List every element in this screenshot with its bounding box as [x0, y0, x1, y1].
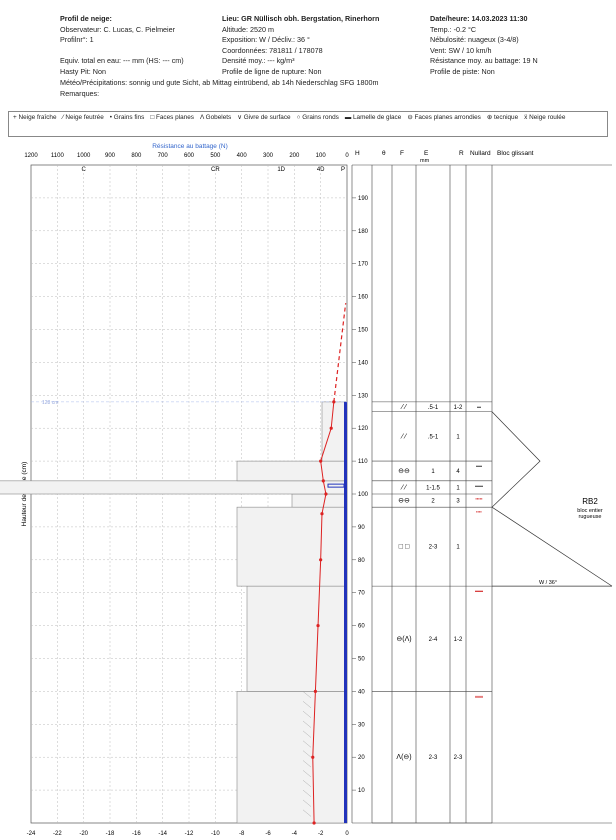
hardness-letter: C — [81, 167, 86, 173]
h-tick-label: 30 — [358, 722, 365, 729]
h-tick-label: 110 — [358, 459, 368, 466]
ram-profile-block — [247, 586, 347, 691]
hardness-letter: 4D — [316, 167, 325, 173]
hardness-letter: CR — [210, 167, 220, 173]
fracture-profile: Profile de ligne de rupture: Non — [222, 66, 322, 76]
layer-grain-shape: ⁄ ⁄ — [401, 403, 407, 411]
ram-profile-block — [237, 507, 347, 586]
hasty-pit: Hasty Pit: Non — [60, 66, 106, 76]
layer-grain-shape: ⁄ ⁄ — [401, 433, 407, 441]
bottom-tick-label: -10 — [210, 831, 220, 837]
legend-item: ○ Grains ronds — [296, 114, 339, 121]
layer-stability-marks: ▴▴▴ — [475, 463, 483, 469]
layer-stability-marks: ▴▴▴▴ — [474, 482, 484, 488]
bottom-tick-label: -14 — [158, 831, 168, 837]
legend-item: ∨ Givre de surface — [237, 114, 291, 121]
temperature-point — [316, 624, 319, 627]
legend-item: • Grains fins — [109, 114, 145, 121]
hs-bar — [344, 402, 347, 823]
bottom-tick-label: -24 — [26, 831, 36, 837]
ram-profile-block — [292, 494, 347, 507]
ram-profile-block — [237, 691, 347, 823]
hardness-letter: 1D — [277, 167, 286, 173]
hardness-letter: P — [341, 167, 346, 173]
snow-profile-chart — [0, 140, 616, 840]
bottom-tick-label: -4 — [291, 831, 298, 837]
ram-resistance: Résistance moy. au battage: 19 N — [430, 56, 538, 66]
hs-marker: 128 cm — [42, 399, 59, 406]
legend-item: ẍ Neige roulée — [524, 114, 566, 121]
water-equivalent: Equiv. total en eau: --- mm (HS: --- cm) — [60, 56, 184, 66]
bottom-tick-label: -18 — [105, 831, 115, 837]
h-tick-label: 50 — [358, 656, 365, 663]
legend-item: + Neige fraîche — [13, 114, 57, 121]
legend-item: ▬ Lamelle de glace — [344, 114, 402, 121]
layer-grain-shape: □ □ — [398, 543, 410, 551]
air-temperature-line — [334, 303, 346, 402]
density: Densité moy.: --- kg/m³ — [222, 56, 295, 66]
temperature-point — [319, 460, 322, 463]
h-tick-label: 90 — [358, 524, 365, 531]
layer-grain-size: 1-1.5 — [426, 485, 440, 492]
column-header: Nullard — [470, 150, 491, 157]
layer-grain-size: 2-4 — [428, 636, 438, 643]
h-tick-label: 80 — [358, 557, 365, 564]
h-tick-label: 170 — [358, 261, 369, 268]
layer-grain-size: 2 — [431, 498, 435, 505]
rb-title: RB2 — [582, 496, 598, 506]
legend-item: □ Faces planes — [150, 114, 194, 121]
grain-legend — [8, 111, 608, 137]
altitude: Altitude: 2520 m — [222, 24, 274, 34]
top-tick-label: 1000 — [76, 153, 91, 159]
layer-stability-marks: ▪▪▪▪▪ — [475, 496, 483, 501]
exposure: Exposition: W / Décliv.: 36 ° — [222, 35, 310, 45]
column-header: R — [459, 150, 464, 157]
h-tick-label: 180 — [358, 228, 369, 235]
layer-hardness: 1 — [456, 544, 460, 551]
h-tick-label: 140 — [358, 360, 369, 367]
wind: Vent: SW / 10 km/h — [430, 45, 492, 55]
column-subheader: mm — [420, 158, 430, 164]
rb-line1: bloc entier — [577, 507, 603, 514]
temperature-point — [330, 427, 333, 430]
column-header: E — [424, 150, 429, 157]
h-tick-label: 40 — [358, 689, 365, 696]
layer-stability-marks: ▴▴ — [476, 403, 482, 409]
h-tick-label: 70 — [358, 590, 365, 597]
layer-grain-shape: Λ(⊖) — [396, 754, 412, 762]
temperature-point — [319, 558, 322, 561]
temperature: Temp.: -0.2 °C — [430, 24, 477, 34]
h-tick-label: 130 — [358, 393, 369, 400]
h-tick-label: 160 — [358, 294, 369, 301]
temperature-point — [311, 756, 314, 759]
layer-grain-shape: ⊖⊖ — [398, 497, 410, 505]
top-tick-label: 900 — [104, 153, 116, 159]
cloud-cover: Nébulosité: nuageux (3-4/8) — [430, 35, 519, 45]
top-tick-label: 100 — [315, 153, 326, 159]
profile-number: Profilnr°: 1 — [60, 35, 94, 45]
top-tick-label: 400 — [236, 153, 247, 159]
layer-grain-size: 1 — [431, 468, 435, 475]
remarks: Remarques: — [60, 88, 100, 98]
h-tick-label: 20 — [358, 755, 365, 762]
layer-grain-size: 2-3 — [428, 755, 438, 762]
header-title: Profil de neige: — [60, 14, 112, 23]
location: Lieu: GR Nüllisch obh. Bergstation, Rinerhorn — [222, 14, 380, 23]
top-tick-label: 200 — [289, 153, 300, 159]
layer-hardness: 1-2 — [453, 636, 463, 643]
column-header: θ — [382, 150, 386, 157]
top-tick-label: 500 — [210, 153, 221, 159]
layer-stability-marks: ▪▪▪▪ — [476, 509, 482, 515]
h-tick-label: 150 — [358, 327, 369, 334]
legend-item: ⊖ Faces planes arrondies — [407, 114, 481, 121]
bottom-tick-label: -20 — [79, 831, 89, 837]
top-axis-title: Résistance au battage (N) — [152, 143, 228, 150]
h-tick-label: 60 — [358, 623, 365, 630]
top-tick-label: 800 — [131, 153, 142, 159]
coordinates: Coordonnées: 781811 / 178078 — [222, 45, 323, 55]
layer-hardness: 1-2 — [453, 404, 463, 411]
column-header: F — [400, 150, 404, 157]
bottom-tick-label: -22 — [52, 831, 62, 837]
temperature-point — [322, 479, 325, 482]
legend-item: Λ Gobelets — [199, 114, 232, 121]
bottom-tick-label: -2 — [317, 831, 324, 837]
top-tick-label: 1100 — [50, 153, 64, 159]
bottom-tick-label: -16 — [131, 831, 141, 837]
layer-stability-marks: ▴▴▴▴ — [474, 588, 484, 594]
column-header: H — [355, 150, 360, 157]
ram-profile-block — [237, 461, 347, 481]
layer-grain-shape: ⊖⊖ — [398, 467, 410, 475]
date-time: Date/heure: 14.03.2023 11:30 — [430, 14, 528, 23]
observer: Observateur: C. Lucas, C. Pielmeier — [60, 24, 176, 34]
h-tick-label: 100 — [358, 492, 369, 498]
h-tick-label: 10 — [358, 788, 365, 795]
bottom-tick-label: -6 — [265, 831, 271, 837]
top-tick-label: 600 — [183, 153, 195, 159]
h-tick-label: 190 — [358, 195, 369, 202]
legend-item: ⊕ tecnique — [486, 114, 519, 121]
top-tick-label: 1200 — [24, 153, 38, 159]
layer-hardness: 2-3 — [453, 755, 463, 762]
layer-hardness: 1 — [456, 485, 460, 492]
bottom-tick-label: -8 — [238, 831, 245, 837]
top-tick-label: 300 — [262, 153, 274, 159]
ram-profile-block — [322, 402, 347, 461]
temperature-point — [312, 821, 315, 824]
layer-grain-shape: ⁄ ⁄ — [401, 484, 407, 492]
temperature-point — [324, 492, 327, 495]
ram-profile-block — [0, 481, 347, 494]
rb-line2: rugueuse — [578, 513, 602, 520]
temperature-point — [320, 512, 323, 515]
layer-grain-shape: ⊖(Λ) — [396, 635, 412, 643]
rb-slope: W / 36° — [538, 580, 558, 587]
bottom-tick-label: 0 — [345, 831, 349, 837]
layer-hardness: 4 — [456, 468, 460, 475]
column-header: Bloc glissant — [497, 150, 534, 157]
bottom-tick-label: -12 — [184, 831, 194, 837]
layer-grain-size: .5-1 — [427, 434, 439, 441]
temperature-point — [314, 690, 317, 693]
legend-item: ⁄ Neige feutrée — [62, 114, 104, 121]
h-tick-label: 120 — [358, 426, 369, 433]
layer-hardness: 1 — [456, 434, 460, 441]
layer-hardness: 3 — [456, 498, 460, 505]
weather: Météo/Précipitations: sonnig und gute Sicht, ab Mittag eintrübend, ab 14h Niederschlag SFG 1800m — [60, 78, 379, 87]
layer-stability-marks: ▴▴▴▴ — [474, 693, 484, 699]
layer-grain-size: .5-1 — [427, 404, 439, 411]
top-tick-label: 0 — [345, 153, 349, 159]
top-tick-label: 700 — [157, 153, 168, 159]
track-profile: Profile de piste: Non — [430, 66, 495, 76]
layer-grain-size: 2-3 — [428, 544, 438, 551]
